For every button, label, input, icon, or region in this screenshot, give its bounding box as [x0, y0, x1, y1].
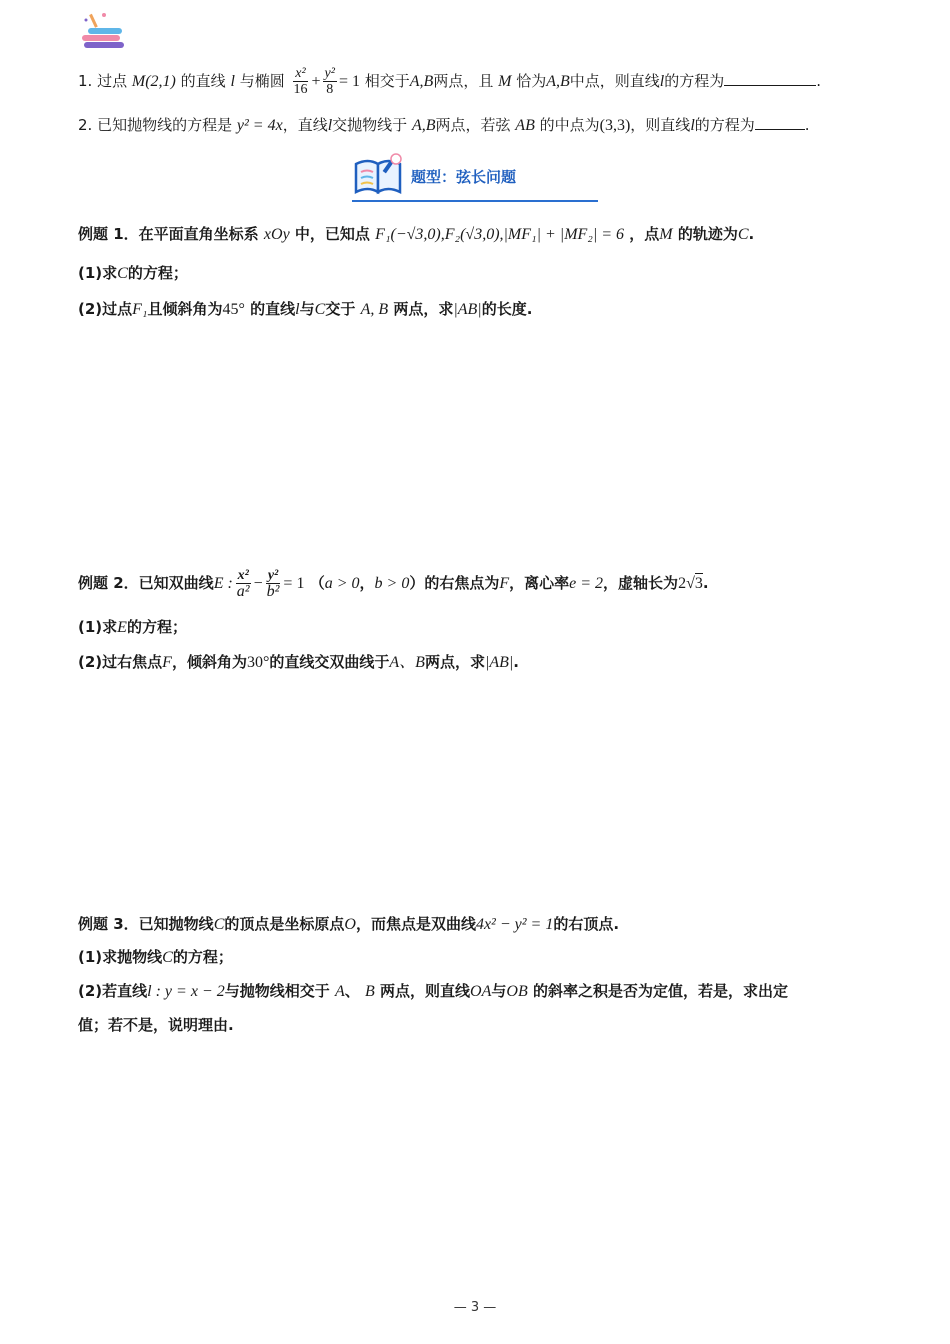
text: (1)求: [78, 264, 118, 282]
math-var: OA: [470, 983, 492, 1000]
example-2-part-2: [78, 651, 519, 674]
math-var: A,B: [411, 117, 436, 134]
text: 的直线: [250, 300, 296, 318]
example-2-statement: [78, 568, 709, 599]
text: （: [309, 574, 325, 592]
text: 交抛物线于: [332, 116, 408, 134]
section-title: 题型：弦长问题: [411, 168, 517, 186]
math-point: F₁(−√3,0),: [375, 226, 445, 243]
example-1-part-2: [78, 298, 532, 321]
math-var: F: [162, 654, 172, 671]
text: 两点，求: [424, 653, 485, 671]
math-abs: |AB|: [453, 301, 482, 318]
numerator: x²: [295, 66, 306, 81]
math-var: O: [344, 916, 356, 933]
exercise-2: [78, 114, 810, 137]
exercise-1: [78, 66, 821, 97]
text: 与椭圆: [239, 72, 285, 90]
text: .: [804, 116, 810, 134]
text: 中，已知点: [294, 225, 370, 243]
math-op: +: [311, 73, 321, 90]
example-2-part-1: [78, 616, 187, 639]
text: 的方程；: [172, 948, 233, 966]
text: 与抛物线相交于: [224, 982, 330, 1000]
example-label: 例题 2．: [78, 574, 139, 592]
example-label: 例题 3．: [78, 915, 139, 933]
math-equation: y² = 4x: [236, 117, 283, 134]
math-var: l: [295, 301, 300, 318]
text: .: [513, 653, 519, 671]
math-abs: |AB|: [484, 654, 514, 671]
numerator: y²: [267, 568, 279, 583]
text: .: [748, 225, 755, 243]
text: 已知双曲线: [138, 574, 214, 592]
math-sqrt: 2√3: [678, 575, 703, 592]
text: (1)求: [78, 618, 118, 636]
text: 两点，且: [433, 72, 494, 90]
math-var: OB: [506, 983, 528, 1000]
coefficient: 2: [678, 575, 687, 592]
math-var: C: [314, 301, 326, 318]
math-op: = 1: [338, 73, 360, 90]
math-var: l: [659, 73, 665, 90]
math-equation: 4x² − y² = 1: [475, 916, 554, 933]
text: 过点: [97, 72, 128, 90]
math-point: (3,3): [599, 117, 631, 134]
math-var: A,B: [546, 73, 570, 90]
text: ，点: [629, 225, 660, 243]
text: (2)若直线: [78, 982, 148, 1000]
fraction: [235, 568, 252, 599]
example-1-statement: [78, 223, 754, 246]
math-var: B: [365, 983, 375, 1000]
math-var: A、B: [389, 654, 425, 671]
math-op: = 1: [283, 575, 305, 592]
denominator: b²: [266, 583, 280, 600]
math-var: C: [213, 916, 225, 933]
math-cond: b > 0: [374, 575, 410, 592]
text: ，则直线: [630, 116, 691, 134]
math-var: A: [334, 983, 345, 1000]
text: 已知抛物线的方程是: [97, 116, 233, 134]
text: 与: [299, 300, 315, 318]
text: ，而焦点是双曲线: [355, 915, 476, 933]
text: 的方程为: [694, 116, 755, 134]
answer-blank[interactable]: [724, 71, 816, 86]
math-var: AB: [515, 117, 535, 134]
books-logo-icon: [78, 8, 130, 50]
text: 的右顶点.: [553, 915, 620, 933]
text: 中点，则直线: [569, 72, 660, 90]
math-var: A,B: [409, 73, 434, 90]
example-label: 例题 1．: [78, 225, 139, 243]
numerator: y²: [324, 66, 335, 81]
text: 两点，则直线: [380, 982, 471, 1000]
example-3-part-2-cont: [78, 1014, 234, 1036]
text: 的斜率之积是否为定值，若是，求出定: [532, 982, 788, 1000]
math-var: l: [230, 73, 235, 90]
math-var: C: [117, 265, 128, 282]
answer-blank[interactable]: [755, 115, 805, 130]
text: 、: [344, 982, 360, 1000]
fraction: [323, 66, 337, 97]
example-3-statement: [78, 913, 619, 936]
text: 且倾斜角为: [147, 300, 223, 318]
math-equation: e = 2: [569, 575, 604, 592]
text: 的方程；: [127, 264, 188, 282]
text: 与: [491, 982, 507, 1000]
math-var: E: [117, 619, 127, 636]
denominator: a²: [236, 583, 250, 600]
math-angle: 30°: [246, 654, 270, 671]
text: 在平面直角坐标系: [138, 225, 259, 243]
text: .: [702, 574, 709, 592]
math-var: F: [499, 575, 510, 592]
text: 的顶点是坐标原点: [224, 915, 345, 933]
radicand: 3: [694, 575, 703, 592]
fraction: [265, 568, 282, 599]
math-var: C: [737, 226, 749, 243]
math-var: M: [659, 226, 673, 243]
math-var: A, B: [360, 301, 389, 318]
math-angle: 45°: [222, 301, 245, 318]
text: ，离心率: [509, 574, 570, 592]
text: (1)求抛物线: [78, 948, 163, 966]
math-equation: |MF₁| + |MF₂| = 6: [503, 226, 625, 243]
denominator: 16: [293, 82, 308, 97]
text: 的直线: [180, 72, 226, 90]
text: ，: [359, 574, 375, 592]
math-var: xOy: [263, 226, 290, 243]
exercise-number: 2.: [78, 116, 93, 134]
text: 恰为: [516, 72, 547, 90]
fraction: [291, 66, 309, 97]
math-var: M: [498, 73, 512, 90]
page-number: — 3 —: [453, 1300, 497, 1315]
text: ，直线: [282, 116, 328, 134]
example-3-part-2: [78, 980, 788, 1003]
math-var: l: [327, 117, 333, 134]
math-var: E :: [213, 575, 233, 592]
text: (2)过点: [78, 300, 133, 318]
text: 的方程；: [126, 618, 187, 636]
math-cond: a > 0: [324, 575, 360, 592]
text: ，倾斜角为: [171, 653, 247, 671]
text: 的长度.: [481, 300, 533, 318]
text: 值；若不是，说明理由.: [78, 1016, 234, 1034]
text: 已知抛物线: [138, 915, 214, 933]
text: 的直线交双曲线于: [269, 653, 390, 671]
text: 的轨迹为: [677, 225, 738, 243]
example-3-part-1: [78, 946, 233, 969]
text: 两点，求: [393, 300, 454, 318]
math-var: F₁: [132, 301, 148, 318]
numerator: x²: [237, 568, 249, 583]
math-point: M(2,1): [131, 73, 176, 90]
text: ）: [409, 574, 425, 592]
text: 相交于: [364, 72, 410, 90]
math-equation: l : y = x − 2: [147, 983, 225, 1000]
text: (2)过右焦点: [78, 653, 163, 671]
text: ，虚轴长为: [603, 574, 679, 592]
text: 的右焦点为: [424, 574, 500, 592]
text: 两点，若弦: [435, 116, 511, 134]
denominator: 8: [326, 82, 334, 97]
notebook-icon: [352, 152, 404, 198]
example-1-part-1: [78, 262, 188, 285]
math-var: C: [162, 949, 173, 966]
math-var: l: [690, 117, 695, 134]
math-point: F₂(√3,0),: [444, 226, 504, 243]
math-op: −: [253, 575, 263, 592]
section-divider: [352, 200, 598, 202]
exercise-number: 1.: [78, 72, 93, 90]
text: .: [816, 72, 822, 90]
text: 交于: [325, 300, 356, 318]
text: 的方程为: [664, 72, 725, 90]
text: 的中点为: [539, 116, 600, 134]
